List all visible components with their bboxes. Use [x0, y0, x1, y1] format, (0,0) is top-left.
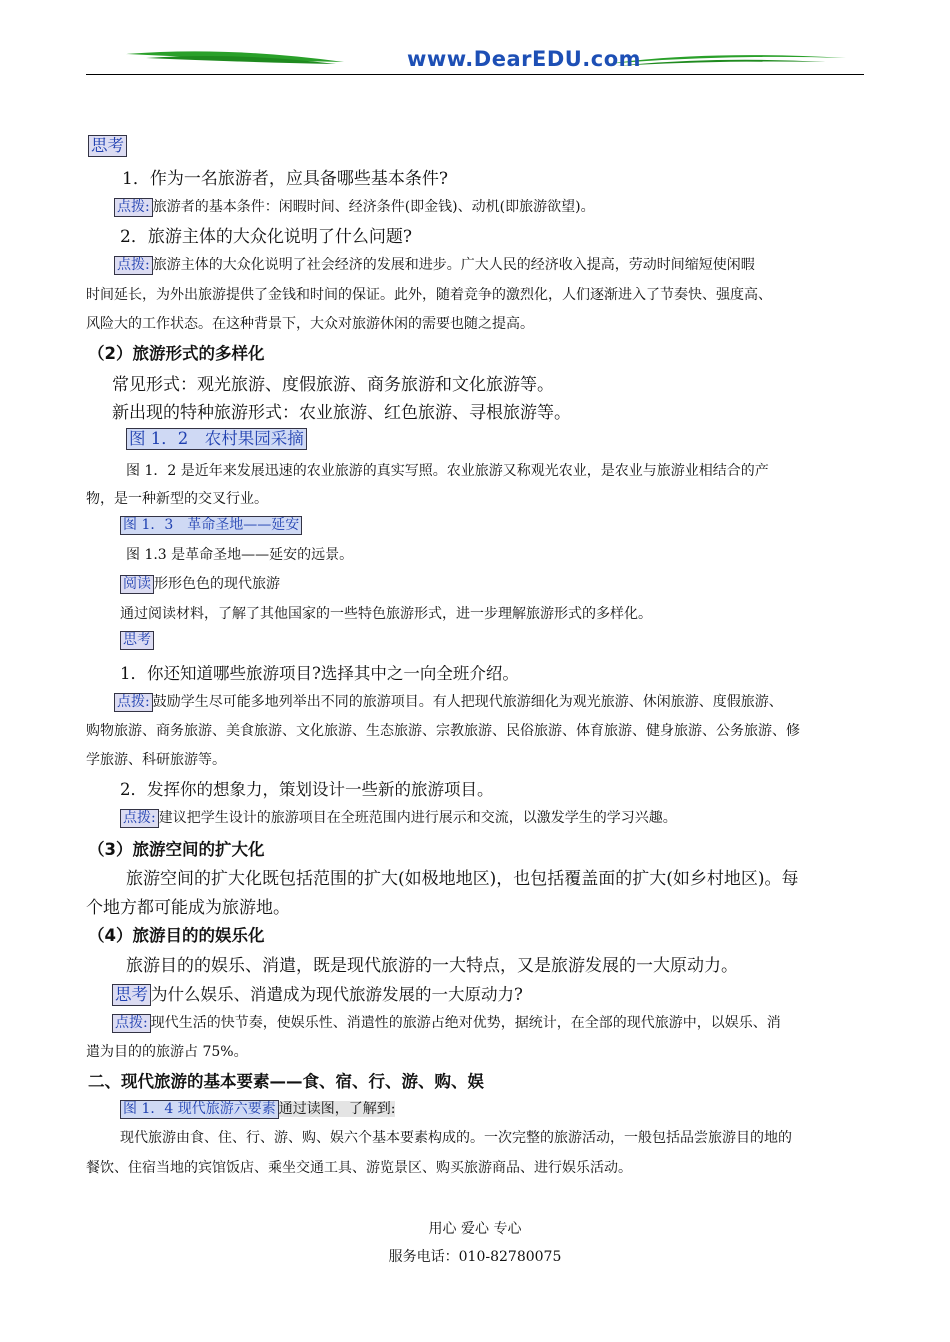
section-heading-diversity: （2）旅游形式的多样化	[88, 344, 265, 363]
hint-text: 现代生活的快节奏，使娱乐性、消遣性的旅游占绝对优势，据统计，在全部的现代旅游中，以娱乐、消	[150, 1015, 781, 1031]
figure-1-4-tag: 图 1．4 现代旅游六要素	[120, 1100, 279, 1119]
figure-1-3-desc: 图 1.3 是革命圣地——延安的远景。	[126, 547, 354, 563]
question-4: 2．发挥你的想象力，策划设计一些新的旅游项目。	[120, 780, 494, 799]
figure-1-2-desc-1: 图 1．2 是近年来发展迅速的农业旅游的真实写照。农业旅游又称观光农业，是农业与旅游业相结合的产	[126, 463, 769, 479]
think-tag-line	[88, 135, 127, 157]
elements-text-1: 现代旅游由食、住、行、游、购、娱六个基本要素构成的。一次完整的旅游活动，一般包括品尝旅游目的地的	[120, 1130, 792, 1146]
elements-text-2: 餐饮、住宿当地的宾馆饭店、乘坐交通工具、游览景区、购买旅游商品、进行娱乐活动。	[86, 1160, 632, 1176]
figure-1-2-desc-2: 物，是一种新型的交叉行业。	[86, 491, 268, 507]
hint-tag: 点拨:	[114, 256, 153, 275]
entertainment-text: 旅游目的的娱乐、消遣，既是现代旅游的一大特点，又是旅游发展的一大原动力。	[126, 956, 738, 976]
figure-1-2-line	[126, 428, 307, 450]
hint-1-line	[114, 196, 595, 217]
hint-tag: 点拨:	[114, 693, 153, 712]
figure-1-2-tag: 图 1．2 农村果园采摘	[126, 428, 307, 450]
question-2: 2．旅游主体的大众化说明了什么问题?	[120, 227, 412, 247]
reading-text: 通过阅读材料，了解了其他国家的一些特色旅游形式，进一步理解旅游形式的多样化。	[120, 606, 652, 622]
footer-phone: 服务电话：010-82780075	[388, 1249, 562, 1265]
site-url: www.DearEDU.com	[406, 47, 642, 71]
page-header	[86, 40, 864, 80]
hint-3-line-2: 购物旅游、商务旅游、美食旅游、文化旅游、生态旅游、宗教旅游、民俗旅游、体育旅游、健身旅游、公务旅游、修	[86, 723, 800, 739]
hint-2-line-1	[114, 254, 755, 275]
section-heading-space: （3）旅游空间的扩大化	[88, 840, 265, 859]
figure-1-4-line	[120, 1098, 395, 1119]
reading-tag: 阅读	[120, 575, 154, 594]
think-tag: 思考	[88, 135, 127, 157]
hint-text: 旅游者的基本条件：闲暇时间、经济条件(即金钱)、动机(即旅游欲望)。	[152, 199, 595, 215]
hint-text: 旅游主体的大众化说明了社会经济的发展和进步。广大人民的经济收入提高，劳动时间缩短使闲暇	[152, 257, 755, 273]
think-tag: 思考	[120, 631, 154, 650]
space-text-2: 个地方都可能成为旅游地。	[86, 898, 290, 918]
section-heading-elements: 二、现代旅游的基本要素——食、宿、行、游、购、娱	[88, 1072, 484, 1091]
think-question: 为什么娱乐、消遣成为现代旅游发展的一大原动力?	[151, 985, 523, 1004]
hint-3-line-1	[114, 691, 783, 712]
common-forms: 常见形式：观光旅游、度假旅游、商务旅游和文化旅游等。	[112, 375, 554, 395]
entertainment-hint-line-1	[112, 1012, 781, 1033]
entertainment-think-line	[112, 981, 523, 1006]
section-heading-entertainment: （4）旅游目的的娱乐化	[88, 926, 265, 945]
reading-line	[120, 573, 280, 594]
question-1: 1．作为一名旅游者，应具备哪些基本条件?	[122, 169, 448, 189]
new-forms: 新出现的特种旅游形式：农业旅游、红色旅游、寻根旅游等。	[112, 403, 571, 423]
figure-1-3-line	[120, 516, 302, 535]
figure-1-4-caption: 通过读图，了解到:	[278, 1101, 396, 1117]
question-3: 1．你还知道哪些旅游项目?选择其中之一向全班介绍。	[120, 664, 519, 683]
hint-text: 鼓励学生尽可能多地列举出不同的旅游项目。有人把现代旅游细化为观光旅游、休闲旅游、度假旅游、	[152, 694, 783, 710]
entertainment-hint-line-2: 遣为目的的旅游占 75%。	[86, 1044, 248, 1060]
think-tag: 思考	[112, 984, 151, 1006]
hint-2-line-3: 风险大的工作状态。在这种背景下，大众对旅游休闲的需要也随之提高。	[86, 316, 534, 332]
header-divider	[86, 74, 864, 75]
footer-motto: 用心 爱心 专心	[428, 1221, 522, 1237]
figure-1-3-tag: 图 1．3 革命圣地——延安	[120, 516, 302, 535]
space-text-1: 旅游空间的扩大化既包括范围的扩大(如极地地区)，也包括覆盖面的扩大(如乡村地区)。每	[126, 869, 799, 889]
hint-text: 建议把学生设计的旅游项目在全班范围内进行展示和交流，以激发学生的学习兴趣。	[158, 810, 677, 826]
hint-tag: 点拨:	[120, 809, 159, 828]
hint-4-line	[120, 807, 677, 828]
hint-2-line-2: 时间延长，为外出旅游提供了金钱和时间的保证。此外，随着竞争的激烈化，人们逐渐进入了节奏快、强度高、	[86, 287, 772, 303]
think-tag-line-2	[120, 631, 154, 650]
hint-tag: 点拨:	[112, 1014, 151, 1033]
hint-tag: 点拨:	[114, 198, 153, 217]
reading-title: 形形色色的现代旅游	[154, 576, 280, 592]
hint-3-line-3: 学旅游、科研旅游等。	[86, 752, 226, 768]
